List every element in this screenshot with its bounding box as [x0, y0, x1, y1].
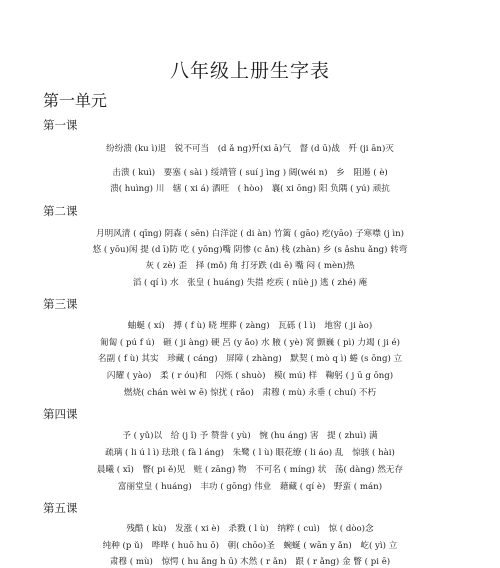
- vocab-line: 滔 ( qí ì) 水 张皇 ( huáng) 失措 疙疾 ( nüè j) 逃 ( zhé) 庵: [132, 278, 368, 288]
- lesson-heading: 第二课: [43, 204, 78, 218]
- lesson-heading: 第四课: [43, 407, 78, 421]
- vocab-line: 溃( huìng) 川 辖 ( xi á) 酒旺 ( hòo) 襄( xi ōng) 阳 负隅 ( yú) 顽抗: [110, 184, 390, 194]
- vocab-line: 月明风清 ( qīng) 阴森 ( sēn) 白洋淀 ( di àn) 竹篱 ( gāo) 疙(yāo) 子寒噤 (j ìn): [96, 229, 404, 239]
- vocab-line: 晨曦 ( xī) 瞥( pi ě)见 赃 ( zāng) 物 不可名 ( míng) 状 荡( dàng) 然无存: [96, 465, 404, 475]
- lesson-heading: 第三课: [43, 297, 78, 311]
- lesson-heading: 第一课: [43, 118, 78, 132]
- vocab-line: 蚰蜒 ( xí) 搏 ( f ù) 晓 埋葬 ( zàng) 瓦砾 ( l ì) 地窖 ( ji ào): [127, 321, 373, 331]
- vocab-line: 闪耀 ( yào) 柔 ( r óu)和 闪烁 ( shuò) 模( mú) 样 鞠躬 ( j ū g ōng): [106, 371, 394, 381]
- vocab-line: 予 ( yǔ)以 给 (j ǐ) 予 赞誉 ( yù) 惋 (hu áng) 害 提 ( zhuì) 满: [122, 431, 378, 441]
- vocab-line: 纷纷溃 (ku ì)退 锐不可当 (d ǎ ng)歼(xi ā)气 督 (d ū)战 歼 (ji ān)灭: [106, 144, 394, 154]
- vocab-line: 疏璃 ( li ú l ì) 珐琅 ( fà l áng) 朱鹭 ( l ù) 眼花缭 ( li áo) 乱 惊骇 ( hài): [105, 448, 395, 458]
- vocab-line: 燃烧( chán wèi w ē) 惊扰 ( rǎo) 肃穆 ( mù) 永垂 ( chuí) 不朽: [123, 388, 377, 398]
- vocab-line: 名副 ( f ù) 其实 珍藏 ( cáng) 屏障 ( zhàng) 默契 ( mò q ì) 蜷 (s ōng) 立: [97, 354, 403, 364]
- vocab-line: 灰 ( zè) 歪 择 (mǒ) 角 打牙跌 (di ē) 嘴 闷 ( mèn)热: [145, 261, 355, 271]
- unit-heading: 第一单元: [43, 91, 108, 110]
- vocab-line: 残酷 ( kù) 发涨 ( xi è) 杀戮 ( l ù) 纳粹 ( cuì) 惊 ( dòo)念: [126, 524, 374, 534]
- vocab-line: 悠 ( yōu)闲 提 (d ī)防 吃 ( yōng)嘴 阴惨 (c ǎn) 栈 (zhàn) 乡 (s ǎshu ǎng) 转弯: [92, 245, 408, 255]
- vocab-line: 击溃 ( kuì) 要塞 ( sài ) 绥靖管 ( suí j ìng ) 阔(wéi n) 乡 阻遏 ( è): [112, 168, 388, 178]
- document-title: 八年级上册生字表: [169, 60, 330, 82]
- lesson-heading: 第五课: [43, 501, 78, 515]
- vocab-line: 肃穆 ( mù) 惊愕 ( hu ǎng h ū) 木然 ( r ǎn) 跟 ( r ǎng) 金 瞥 ( pi ē): [109, 557, 391, 567]
- vocab-line: 纯种 (p ǔ) 哗哗 ( huō hu ō) 朝( chōo)圣 蜿蜒 ( wān y ǎn) 屹( yì) 立: [102, 541, 398, 551]
- vocab-line: 匍匐 ( pú f ú) 砸 ( ji àng) 硬 呂 (y ǎo) 水 腋 ( yè) 窝 颤巍 ( pì) 力竭 ( ji é): [100, 338, 400, 348]
- vocab-line: 富丽堂皇 ( huáng) 丰功 ( gōng) 伟业 藉藏 ( qí è) 野蛮 ( mán): [117, 482, 383, 492]
